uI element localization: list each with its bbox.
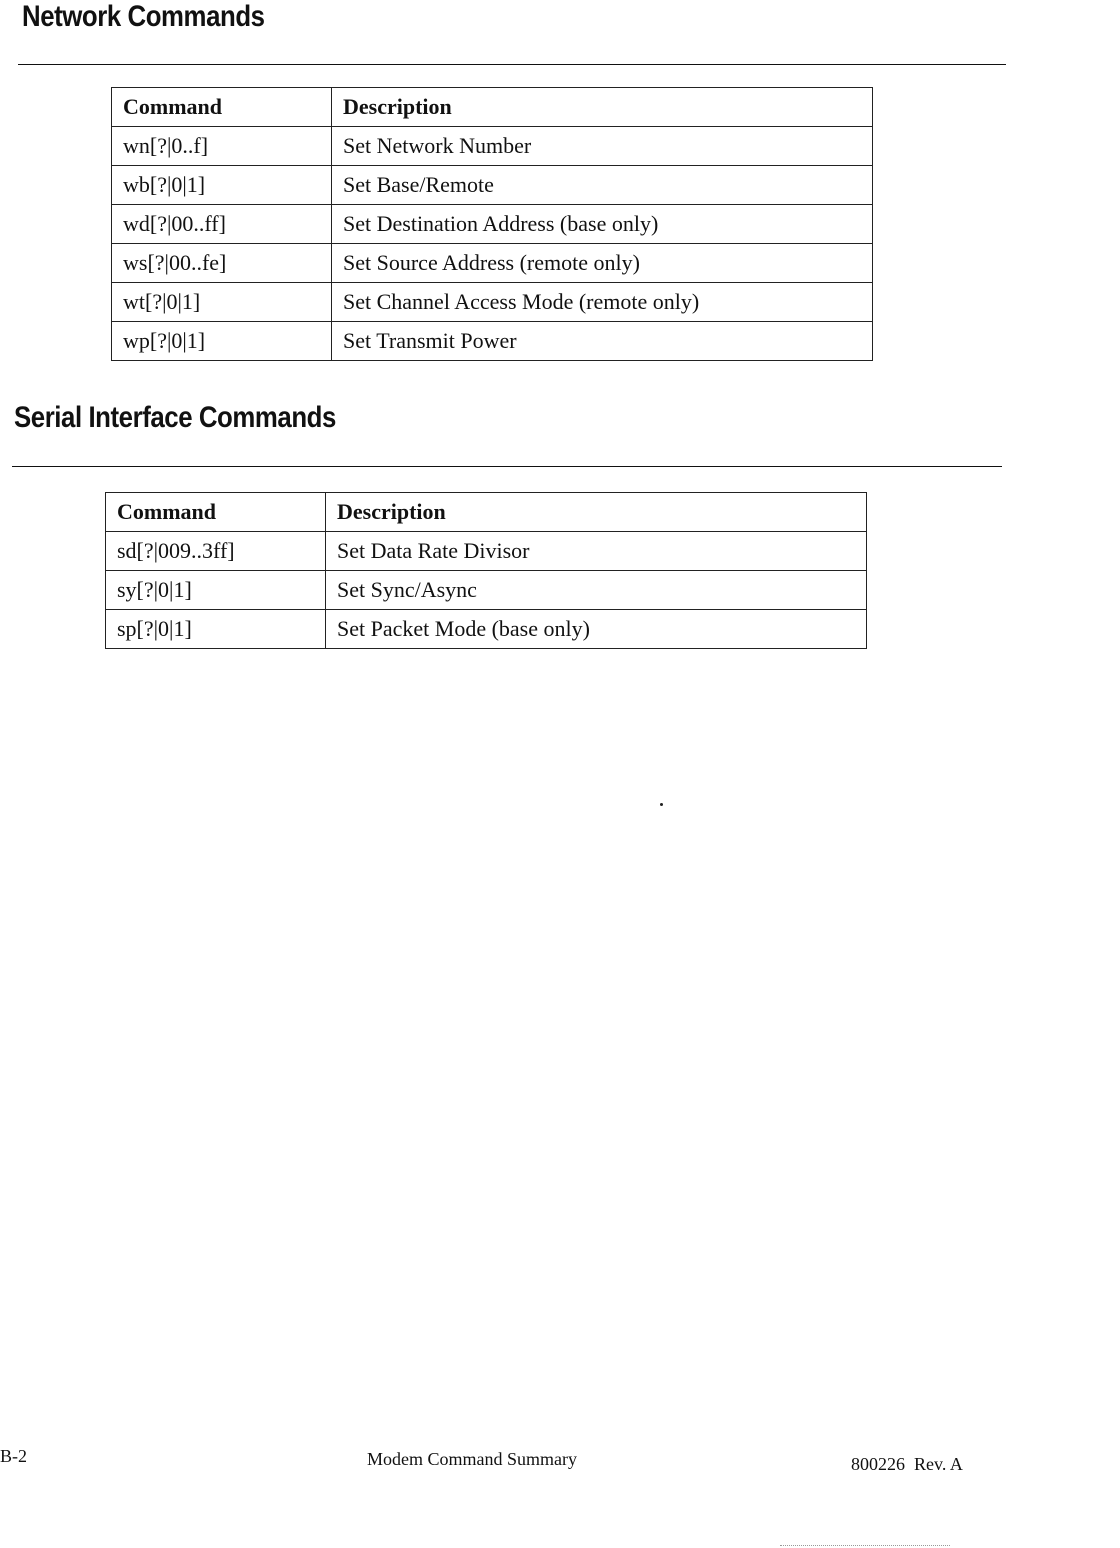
document-revision: 800226 Rev. A (851, 1454, 963, 1474)
command-cell: wp[?|0|1] (112, 322, 332, 361)
table-row (106, 610, 867, 649)
table-row (112, 166, 873, 205)
description-cell: Set Destination Address (base only) (332, 205, 873, 244)
table-row (112, 283, 873, 322)
table-row (112, 127, 873, 166)
scan-speck (660, 803, 663, 806)
description-cell: Set Channel Access Mode (remote only) (332, 283, 873, 322)
table-row (106, 532, 867, 571)
command-cell: sd[?|009..3ff] (106, 532, 326, 571)
network-section-divider (18, 64, 1006, 65)
table-row (106, 571, 867, 610)
table-header-row (106, 493, 867, 532)
network-commands-table (111, 87, 873, 361)
network-commands-heading: Network Commands (22, 0, 265, 33)
command-column-header: Command (112, 88, 332, 127)
description-cell: Set Packet Mode (base only) (326, 610, 867, 649)
description-column-header: Description (332, 88, 873, 127)
description-cell: Set Transmit Power (332, 322, 873, 361)
serial-interface-commands-heading: Serial Interface Commands (14, 401, 336, 434)
command-cell: sy[?|0|1] (106, 571, 326, 610)
scan-noise-line (780, 1545, 950, 1546)
command-cell: wd[?|00..ff] (112, 205, 332, 244)
command-cell: wn[?|0..f] (112, 127, 332, 166)
description-cell: Set Sync/Async (326, 571, 867, 610)
command-column-header: Command (106, 493, 326, 532)
page-number: B-2 (0, 1446, 27, 1466)
table-header-row (112, 88, 873, 127)
description-cell: Set Source Address (remote only) (332, 244, 873, 283)
table-row (112, 244, 873, 283)
description-cell: Set Data Rate Divisor (326, 532, 867, 571)
document-title: Modem Command Summary (367, 1449, 577, 1469)
description-column-header: Description (326, 493, 867, 532)
command-cell: wb[?|0|1] (112, 166, 332, 205)
serial-section-divider (12, 466, 1002, 467)
table-row (112, 205, 873, 244)
table-row (112, 322, 873, 361)
command-cell: sp[?|0|1] (106, 610, 326, 649)
command-cell: wt[?|0|1] (112, 283, 332, 322)
command-cell: ws[?|00..fe] (112, 244, 332, 283)
description-cell: Set Base/Remote (332, 166, 873, 205)
serial-interface-commands-table (105, 492, 867, 649)
description-cell: Set Network Number (332, 127, 873, 166)
